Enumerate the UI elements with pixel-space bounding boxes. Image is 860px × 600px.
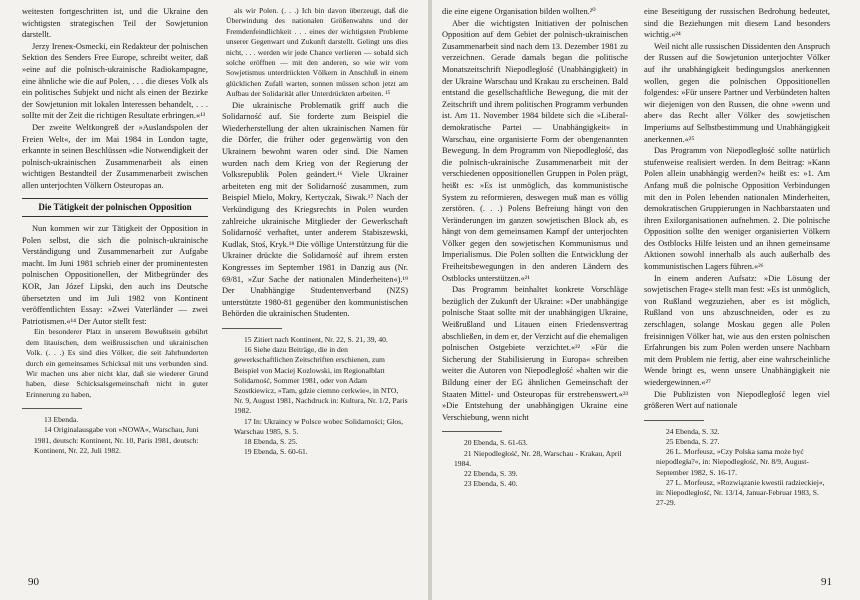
left-page-column-1 (22, 6, 208, 456)
footnote: 26 L. Morfeusz, »Czy Polska sama może być niepodległa?«, in: Niepodległość, Nr. 8/9, August-September 1982, S. 16-17. (656, 447, 809, 477)
paragraph: Das Programm von Niepodległość sollte natürlich stufenweise realisiert werden. In dem Beitrag: »Kann Polen allein unabhängig werden?« heißt es: »1. Am Anfang muß die polnische Opposition Verbindungen mit den in Polen lebenden nationalen Minderheiten, demokratischen Gruppierungen in Nachbarstaaten und ihren Exilorganisationen aufnehmen. 2. Die polnische Opposition sollte den weniger organisierten Völkern des Ostblocks Hilfe leisten und an ihnen gemeinsame Aktionen sowohl innerhalb als auch außerhalb des kommunistischen Lagers führen.«²⁶ (644, 146, 830, 272)
paragraph: die eine eigene Organisation bilden wollten.²⁰ (442, 7, 596, 16)
left-page-column-2 (222, 6, 408, 457)
footnote: 20 Ebenda, S. 61-63. (464, 438, 528, 448)
footnote: 14 Originalausgabe von »NOWA«, Warschau, Juni 1981, deutsch: Kontinent, Nr. 10, Paris 1981, deutsch: Kontinent, Nr. 22, Juli 1982. (34, 425, 199, 455)
footnote: 24 Ebenda, S. 32. (666, 426, 720, 436)
footnote-rule (442, 431, 502, 432)
paragraph: Der zweite Weltkongreß der »Auslandspolen der Freien Welt«, der im Mai 1984 in London tagte, erkannte in seinen Beschlüssen »die Notwendigkeit der polnisch-ukrainischen Zusammenarbeit als einen wichtigen Bestandteil der Zusammenarbeit zwischen allen unterjochten Völkern Osteuropas an. (22, 122, 208, 190)
section-heading: Die Tätigkeit der polnischen Opposition (22, 198, 208, 218)
paragraph: Das Programm beinhaltet konkrete Vorschläge bezüglich der Zukunft der Ukraine: »Der unabhängige polnische Staat sollte mit der unabhängigen Ukraine, Weißrußland und Litauen einen Friedensvertrag abschließen, in dem er, der Verzicht auf die ehemaligen polnischen Ostgebiete verzichtet.«²² »Für die Sicherung der Stabilisierung in Europa« schreiben weiter die Autoren von Niepodległość »halten wir die Bildung einer der EG ähnlichen Gemeinschaft der Staaten Mittel- und Osteuropas für erstrebenswert.«²³ »Die Entstehung der unabhängigen Ukraine eine Verschiebung, wenn nicht (442, 285, 628, 422)
footnote-rule (22, 408, 82, 409)
block-quote: Ein besonderer Platz in unserem Bewußtsein gebührt dem litauischen, dem weißrussischen und ukrainischen Volk. (. . .) Es sind dies Völker, die seit Jahrhunderten durch ein gemeinsames Schicksal mit uns verbunden sind. Wir machen uns aber nicht klar, daß sie wiederer Grund haben, diese Schicksalsgemeinschaft nicht in guter Erinnerung zu haben, (26, 327, 208, 399)
footnote-rule (644, 420, 704, 421)
paragraph: eine Beseitigung der russischen Bedrohung bedeutet, sind die Beziehungen mit diesem Land besonders wichtig.«²⁴ (644, 7, 830, 40)
footnote: 23 Ebenda, S. 40. (464, 479, 518, 489)
paragraph: In einem anderen Aufsatz: »Die Lösung der sowjetischen Frage« stellt man fest: »Es ist unmöglich, von Rußland wegzuziehen, aber es ist möglich, Rußland von uns abzuschneiden, oder es zu zerschlagen, solange Moskau gegen alle Polen freisinnigen Völker hat, wie aus den ersten polnischen Erfahrungen bis zum Polen werden unsere Nachbarn mit dem Problem nie fertig, aber eine wahrscheinliche Wende bringt es, wenn unsere Unabhängigkeit nie wiedergewinnen.«²⁷ (644, 273, 830, 387)
footnotes (644, 427, 830, 509)
page-number: 90 (28, 576, 39, 588)
footnote-rule (222, 328, 282, 329)
paragraph: Jerzy Ireneк-Osmecki, ein Redakteur der polnischen Sektion des Senders Free Europe, schreibt weiter, daß »eine auf die polnisch-ukrainische Radiokampagne, eine ähnliche wie die auf Polen, . . . die dieses Volk als ein politisches Subjekt und nicht als einen der Bezirke der Sowjetunion mit lokalen Interessen behandelt, . . . solIte mit der Zeit die richtigen Resultate erbringen.«¹³ (22, 41, 208, 121)
right-page-column-1 (442, 6, 628, 489)
footnote: 25 Ebenda, S. 27. (666, 436, 720, 446)
footnote: 18 Ebenda, S. 25. (244, 436, 298, 446)
paragraph: weitesten fortgeschritten ist, und die Ukraine den wichtigsten strategischen Teil der Sowjetunion darstellt. (22, 7, 208, 40)
footnotes (222, 335, 408, 457)
footnote: 22 Ebenda, S. 39. (464, 468, 518, 478)
footnote: 16 Siehe dazu Beiträge, die in den gewerkschaftlichen Zeitschriften erschienen, zum Beispiel von Maciej Kozlowski, im Regionalblatt Solidarność, Sommer 1981, oder von Adam Szostkiewicz, »Tam, gdzie ciemno cerkwie«, in NTO, Nr. 9, August 1981, Nachdruck in: Kultura, Nr. 1/2, Paris 1982. (234, 345, 408, 416)
footnote: 19 Ebenda, S. 60-61. (244, 447, 308, 457)
footnotes (442, 438, 628, 489)
paragraph: Aber die wichtigsten Initiativen der polnischen Opposition auf dem Gebiet der polnisch-ukrainischen Zusammenarbeit sind nach dem 13. Dezember 1981 zu verzeichnen. Gerade damals began die politische Monatszeitschrift Niepodległość (Unabhängigkeit) in der Ukraine Warschau und Krakau zu erscheinen. Bald entstand die gesellschaftliche Bewegung, die mit der Zeitschrift und ihrem politischen Programm verbunden ist. Am 11. November 1984 bildete sich die »Liberal-demokratische Partei — Unabhängigkeit« in Warschau, eine organisierte Form der obengenannten Bewegung. In dem Programm von Niepodległość, das die polnisch-ukrainische Zusammenarbeit mit der verschiedenen oppositionellen Gruppen in Polen prägt, heißt es: »Es ist unmöglich, das kommunistische System zu reformieren, deswegen muß man es völlig zerstören. (. . .) Polens Befreiung hängt von den Veränderungen im ganzen sowjetischen Block ab, es hängt von dem gemeinsamen Kampf der unterjochten Völker gegen den sowjetischen Kommunismus und Imperialismus. Die Polen sollten die Entwicklung der Freiheitsbewegungen in den anderen Ländern des Ostblocks unterstützen.«²¹ (442, 18, 628, 283)
paragraph: Die ukrainische Problematik griff auch die Solidarność auf. Sie forderte zum Beispiel die Wiederherstellung der alten ukrainischen Namen für die Dörfer, die früher oder gegenwärtig von den Ukrainern bewohnt waren oder sind. Die Namen wurden nach dem Krieg von der Regierung der Volksrepublik Polen geändert.¹⁶ Viele Ukrainer arbeiteten eng mit der Solidarność zusammen, zum Beispiel Mielo, Mokry, Kertyczak, Siwak.¹⁷ Nach der Verkündigung des Kriegsrechts in Polen wurden zahlreiche ukrainische Mitglieder der Gewerkschaft Solidarność verhaftet, unter anderem Stabiszewski, Kudlak, Stoś, Kryk.¹⁸ Die völlige Unterstützung für die Ukrainer drückte die Solidarność auf ihrem ersten Kongresses im September 1981 in Danzig aus (Nr. 69/81, »Zur Sache der nationalen Minderheiten«).¹⁹ Der Unabhängige Studentenverband (NZS) unterstützte 1980-81 gegenüber den kommunistischen Behörden die ukrainischen Studenten. (222, 100, 408, 319)
paragraph: Weil nicht alle russischen Dissidenten den Anspruch der Russen auf die Sowjetunion unterjochter Völker auf ihr unabhängigkeit bedingungslos anerkennen wollen, gegen die polnischen Oppositionellen folgendes: »Für unsere Partner und Verbündeten halten wir diejenigen von den Russen, die ohne »wenn und aber« das Recht aller Völker des sowjetischen Imperiums auf Selbstbestimmung und Unabhängigkeit anerkennen.«²⁵ (644, 41, 830, 144)
paragraph: Die Publizisten von Niepodległość legen viel größeren Wert auf nationale (644, 389, 830, 411)
footnote: 27 L. Morfeusz, »Rozwiązanie kwestii radzieckiej«, in: Niepodległość, Nr. 13/14, Januar-Februar 1983, S. 27-29. (656, 477, 825, 508)
footnote: 17 In: Ukraincy w Polsce wobec Solidarności; Głos, Warschau 1985, S. 5. (234, 416, 404, 436)
footnotes (22, 415, 208, 456)
paragraph: Nun kommen wir zur Tätigkeit der Opposition in Polen selbst, die sich die polnisch-ukrainische Verständigung und Zusammenarbeit zur Aufgabe macht. Im Juni 1981 schrieb einer der prominentesten polnischen Oppositionellen, der Mitbegründer des KOR, Jan Józef Lipski, den auch ins Deutsche übersetzten und im Juli 1982 von Kontinent veröffentlichten Essay: »Zwei Vaterländer — zwei Patriotismen.«¹⁴ Der Autor stellt fest: (22, 224, 208, 326)
right-page (432, 0, 860, 600)
footnote: 15 Zitiert nach Kontinent, Nr. 22, S. 21, 39, 40. (244, 334, 388, 344)
left-page (0, 0, 428, 600)
right-page-column-2 (644, 6, 830, 508)
footnote: 13 Ebenda. (44, 415, 79, 425)
footnote: 21 Niepodległość, Nr. 28, Warschau - Krakau, April 1984. (454, 448, 622, 468)
block-quote: als wir Polen. (. . .) Ich bin davon überzeugt, daß die Überwindung des nationalen Größenwahns und der Fremdenfeindlichkeit . . . eines der wichtigsten Probleme unserer Gegenwart und Zukunft darstellt. Gelingt uns dies nicht, . . . werden wir jede Chance verlieren — sobald sich solche eröffnen — mit den anderen, so wie wir vom Sowjetismus unterdrückten Völkern in Anschluß in einem glücklichen Zufall warten, sonnen müssen schon jetzt am Aufbau der Solidarität aller Unterdrückten arbeiten. ¹⁵ (226, 6, 408, 99)
page-number: 91 (821, 576, 832, 588)
